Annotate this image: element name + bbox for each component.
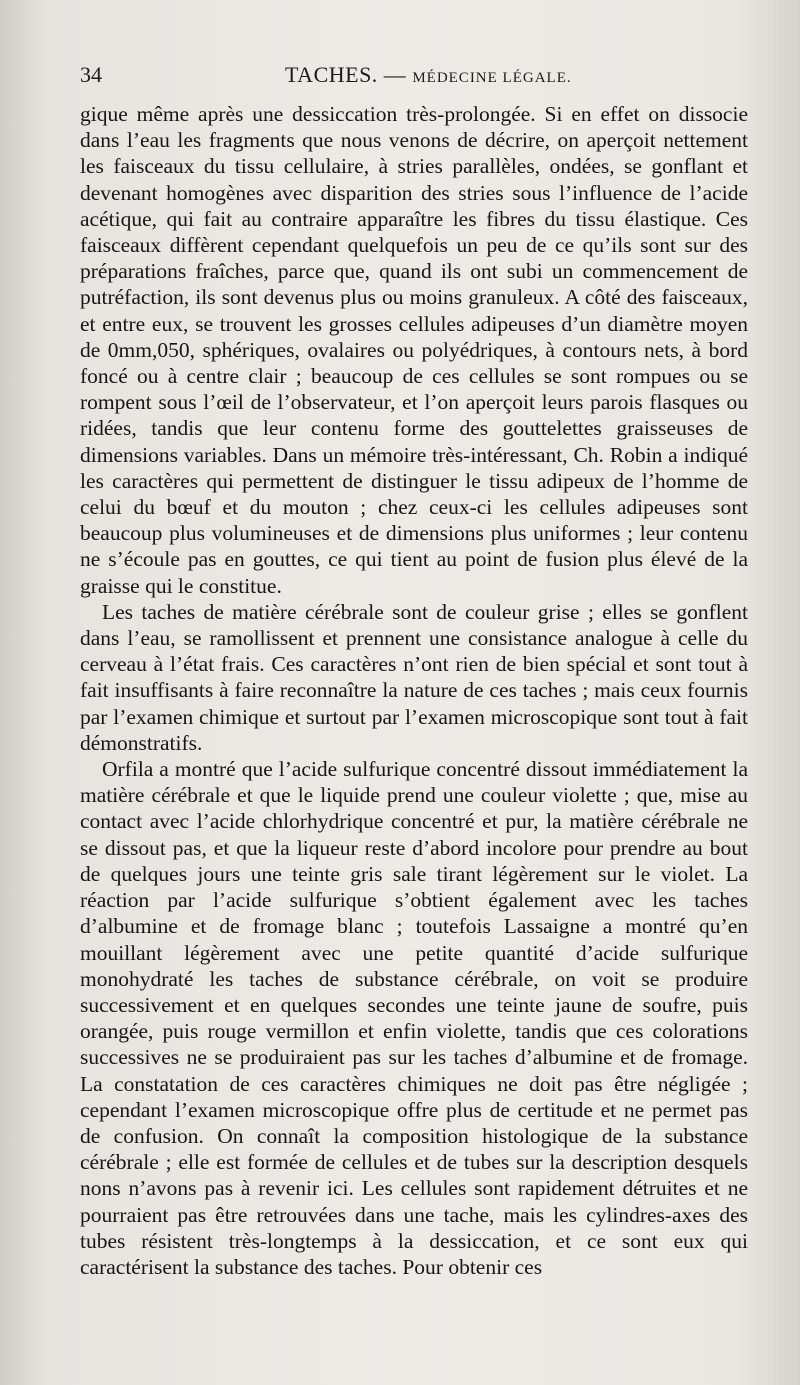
running-header — [80, 62, 748, 94]
running-title-subject: MÉDECINE LÉGALE. — [412, 70, 572, 86]
body-text — [80, 101, 748, 1280]
paragraph-adipose-tissue: gique même après une dessiccation très-prolongée. Si en effet on dissocie dans l’eau les fragments que nous venons de décrire, on aperçoit nettement les faisceaux du tissu cellulaire, à stries parallèles, ondées, se gonflant et devenant homogènes avec disparition des stries sous l’influence de l’acide acétique, qui fait au contraire apparaître les fibres du tissu élastique. Ces faisceaux diffèrent cependant quelquefois un peu de ce qu’ils sont sur des préparations fraîches, parce que, quand ils ont subi un commencement de putréfaction, ils sont devenus plus ou moins granuleux. A côté des faisceaux, et entre eux, se trouvent les grosses cellules adipeuses d’un diamètre moyen de 0mm,050, sphériques, ovalaires ou polyédriques, à contours nets, à bord foncé ou à centre clair ; beaucoup de ces cellules se sont rompues ou se rompent sous l’œil de l’observateur, et l’on aperçoit leurs parois flasques ou ridées, tandis que leur contenu forme des gouttelettes graisseuses de dimensions variables. Dans un mémoire très-intéressant, Ch. Robin a indiqué les caractères qui permettent de distinguer le tissu adipeux de l’homme de celui du bœuf et du mouton ; chez ceux-ci les cellules adipeuses sont beaucoup plus volumineuses et de dimensions plus uniformes ; leur contenu ne s’écoule pas en gouttes, ce qui tient au point de fusion plus élevé de la graisse qui le constitue. — [80, 102, 748, 598]
page-number: 34 — [80, 62, 102, 87]
running-title-main: TACHES. — — [285, 62, 413, 87]
paragraph-orfila-reactions: Orfila a montré que l’acide sulfurique concentré dissout immédiatement la matière cérébrale et que le liquide prend une couleur violette ; que, mise au contact avec l’acide chlorhydrique concentré et pur, la matière cérébrale ne se dissout pas, et que la liqueur reste d’abord incolore pour prendre au bout de quelques jours une teinte gris sale tirant légèrement sur le violet. La réaction par l’acide sulfurique s’obtient également avec les taches d’albumine et de fromage blanc ; toutefois Lassaigne a montré qu’en mouillant légèrement avec une petite quantité d’acide sulfurique monohydraté les taches de substance cérébrale, on voit se produire successivement et en quelques secondes une teinte jaune de soufre, puis orangée, puis rouge vermillon et enfin violette, tandis que ces colorations successives ne se produiraient pas sur les taches d’albumine et de fromage. La constatation de ces caractères chimiques ne doit pas être négligée ; cependant l’examen microscopique offre plus de certitude et ne permet pas de confusion. On connaît la composition histologique de la substance cérébrale ; elle est formée de cellules et de tubes sur la description desquels nons n’avons pas à revenir ici. Les cellules sont rapidement détruites et ne pourraient pas être retrouvées dans une tache, mais les cylindres-axes des tubes résistent très-longtemps à la dessiccation, et ce sont eux qui caractérisent la substance des taches. Pour obtenir ces — [80, 757, 748, 1279]
paragraph-brain-matter-stains: Les taches de matière cérébrale sont de couleur grise ; elles se gonflent dans l’eau, se ramollissent et prennent une consistance analogue à celle du cerveau à l’état frais. Ces caractères n’ont rien de bien spécial et sont tout à fait insuffisants à faire reconnaître la nature de ces taches ; mais ceux fournis par l’examen chimique et surtout par l’examen microscopique sont tout à fait démonstratifs. — [80, 599, 748, 755]
running-title — [285, 62, 572, 88]
